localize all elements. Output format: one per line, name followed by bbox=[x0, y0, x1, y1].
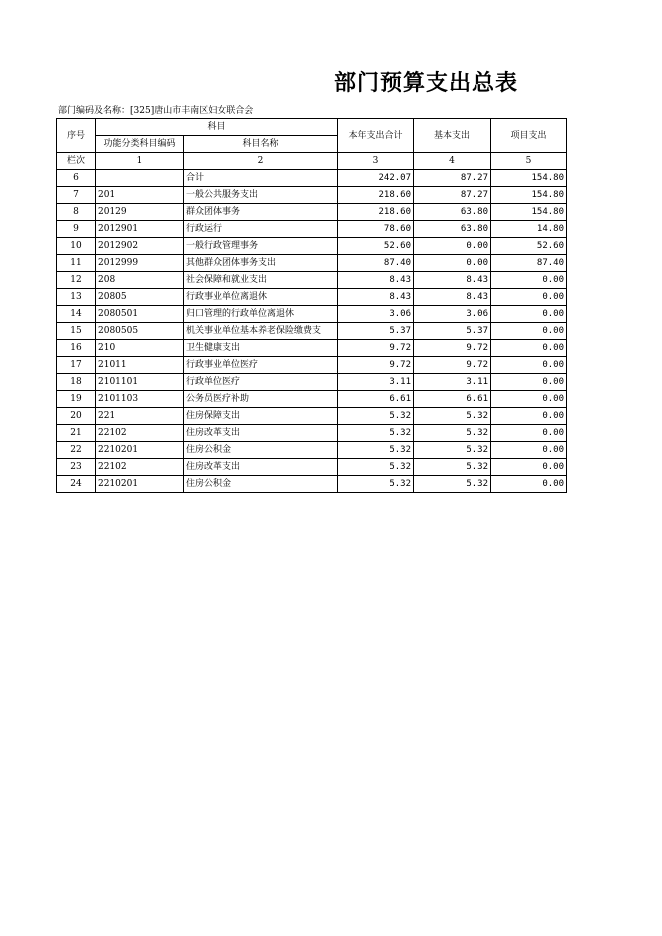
row-name: 社会保障和就业支出 bbox=[184, 272, 338, 289]
row-total: 6.61 bbox=[338, 391, 414, 408]
row-total: 5.32 bbox=[338, 408, 414, 425]
table-row bbox=[57, 306, 567, 323]
row-seq: 9 bbox=[57, 221, 96, 238]
row-total: 78.60 bbox=[338, 221, 414, 238]
row-code bbox=[96, 170, 184, 187]
table-row bbox=[57, 442, 567, 459]
row-seq: 6 bbox=[57, 170, 96, 187]
header-code: 功能分类科目编码 bbox=[96, 136, 184, 153]
row-name: 卫生健康支出 bbox=[184, 340, 338, 357]
row-basic: 5.32 bbox=[414, 476, 491, 493]
row-total: 87.40 bbox=[338, 255, 414, 272]
row-total: 8.43 bbox=[338, 272, 414, 289]
column-index-1: 1 bbox=[96, 153, 184, 170]
row-seq: 8 bbox=[57, 204, 96, 221]
row-basic: 87.27 bbox=[414, 187, 491, 204]
row-code: 20129 bbox=[96, 204, 184, 221]
row-code: 21011 bbox=[96, 357, 184, 374]
row-basic: 0.00 bbox=[414, 238, 491, 255]
row-project: 0.00 bbox=[491, 340, 567, 357]
row-name: 一般公共服务支出 bbox=[184, 187, 338, 204]
row-basic: 87.27 bbox=[414, 170, 491, 187]
row-basic: 5.32 bbox=[414, 442, 491, 459]
row-name: 住房保障支出 bbox=[184, 408, 338, 425]
row-seq: 23 bbox=[57, 459, 96, 476]
row-total: 9.72 bbox=[338, 340, 414, 357]
row-name: 行政运行 bbox=[184, 221, 338, 238]
table-row bbox=[57, 476, 567, 493]
row-project: 0.00 bbox=[491, 374, 567, 391]
header-project: 项目支出 bbox=[491, 119, 567, 153]
table-row bbox=[57, 187, 567, 204]
row-basic: 3.06 bbox=[414, 306, 491, 323]
row-seq: 19 bbox=[57, 391, 96, 408]
column-index-label: 栏次 bbox=[57, 153, 96, 170]
row-name: 一般行政管理事务 bbox=[184, 238, 338, 255]
row-name: 行政事业单位离退休 bbox=[184, 289, 338, 306]
row-code: 210 bbox=[96, 340, 184, 357]
row-name: 住房改革支出 bbox=[184, 425, 338, 442]
row-basic: 3.11 bbox=[414, 374, 491, 391]
table-row bbox=[57, 374, 567, 391]
row-project: 52.60 bbox=[491, 238, 567, 255]
row-name: 归口管理的行政单位离退休 bbox=[184, 306, 338, 323]
row-basic: 9.72 bbox=[414, 340, 491, 357]
row-code: 2012999 bbox=[96, 255, 184, 272]
row-total: 5.32 bbox=[338, 476, 414, 493]
row-basic: 5.32 bbox=[414, 459, 491, 476]
row-basic: 63.80 bbox=[414, 204, 491, 221]
row-total: 242.07 bbox=[338, 170, 414, 187]
table-row bbox=[57, 289, 567, 306]
row-basic: 0.00 bbox=[414, 255, 491, 272]
row-seq: 17 bbox=[57, 357, 96, 374]
table-row bbox=[57, 340, 567, 357]
row-code: 20805 bbox=[96, 289, 184, 306]
row-project: 0.00 bbox=[491, 323, 567, 340]
row-project: 0.00 bbox=[491, 306, 567, 323]
row-total: 8.43 bbox=[338, 289, 414, 306]
table-row bbox=[57, 391, 567, 408]
row-total: 5.32 bbox=[338, 459, 414, 476]
row-total: 5.37 bbox=[338, 323, 414, 340]
header-basic: 基本支出 bbox=[414, 119, 491, 153]
column-index-2: 2 bbox=[184, 153, 338, 170]
row-code: 2101103 bbox=[96, 391, 184, 408]
budget-table bbox=[56, 118, 567, 493]
column-index-4: 4 bbox=[414, 153, 491, 170]
row-project: 0.00 bbox=[491, 391, 567, 408]
column-index-5: 5 bbox=[491, 153, 567, 170]
row-name: 合计 bbox=[184, 170, 338, 187]
row-seq: 14 bbox=[57, 306, 96, 323]
table-row bbox=[57, 272, 567, 289]
row-basic: 6.61 bbox=[414, 391, 491, 408]
row-seq: 10 bbox=[57, 238, 96, 255]
row-name: 公务员医疗补助 bbox=[184, 391, 338, 408]
header-total: 本年支出合计 bbox=[338, 119, 414, 153]
row-seq: 24 bbox=[57, 476, 96, 493]
row-code: 221 bbox=[96, 408, 184, 425]
row-total: 3.11 bbox=[338, 374, 414, 391]
row-basic: 5.37 bbox=[414, 323, 491, 340]
department-label: 部门编码及名称：[325]唐山市丰南区妇女联合会 bbox=[58, 106, 254, 116]
row-name: 住房改革支出 bbox=[184, 459, 338, 476]
row-code: 2080501 bbox=[96, 306, 184, 323]
row-total: 52.60 bbox=[338, 238, 414, 255]
row-seq: 15 bbox=[57, 323, 96, 340]
row-seq: 20 bbox=[57, 408, 96, 425]
row-name: 住房公积金 bbox=[184, 476, 338, 493]
row-seq: 7 bbox=[57, 187, 96, 204]
row-project: 0.00 bbox=[491, 272, 567, 289]
table-row bbox=[57, 425, 567, 442]
table-row bbox=[57, 170, 567, 187]
row-project: 0.00 bbox=[491, 408, 567, 425]
row-name: 行政单位医疗 bbox=[184, 374, 338, 391]
row-name: 其他群众团体事务支出 bbox=[184, 255, 338, 272]
row-project: 0.00 bbox=[491, 357, 567, 374]
table-row bbox=[57, 204, 567, 221]
row-basic: 8.43 bbox=[414, 272, 491, 289]
row-project: 0.00 bbox=[491, 476, 567, 493]
row-project: 87.40 bbox=[491, 255, 567, 272]
row-seq: 11 bbox=[57, 255, 96, 272]
row-code: 2210201 bbox=[96, 442, 184, 459]
row-basic: 8.43 bbox=[414, 289, 491, 306]
row-project: 0.00 bbox=[491, 425, 567, 442]
row-project: 14.80 bbox=[491, 221, 567, 238]
page-title: 部门预算支出总表 bbox=[333, 71, 518, 96]
row-project: 154.80 bbox=[491, 187, 567, 204]
header-seq: 序号 bbox=[57, 119, 96, 153]
header-name: 科目名称 bbox=[184, 136, 338, 153]
row-basic: 5.32 bbox=[414, 425, 491, 442]
table-row bbox=[57, 459, 567, 476]
table-row bbox=[57, 238, 567, 255]
row-basic: 63.80 bbox=[414, 221, 491, 238]
row-code: 2012902 bbox=[96, 238, 184, 255]
row-project: 154.80 bbox=[491, 204, 567, 221]
row-name: 群众团体事务 bbox=[184, 204, 338, 221]
row-code: 22102 bbox=[96, 425, 184, 442]
row-code: 2101101 bbox=[96, 374, 184, 391]
row-basic: 9.72 bbox=[414, 357, 491, 374]
table-row bbox=[57, 323, 567, 340]
row-code: 208 bbox=[96, 272, 184, 289]
row-project: 154.80 bbox=[491, 170, 567, 187]
column-index-3: 3 bbox=[338, 153, 414, 170]
row-seq: 21 bbox=[57, 425, 96, 442]
row-total: 218.60 bbox=[338, 187, 414, 204]
row-total: 5.32 bbox=[338, 442, 414, 459]
row-project: 0.00 bbox=[491, 459, 567, 476]
row-code: 2080505 bbox=[96, 323, 184, 340]
row-seq: 18 bbox=[57, 374, 96, 391]
row-name: 行政事业单位医疗 bbox=[184, 357, 338, 374]
row-seq: 22 bbox=[57, 442, 96, 459]
row-total: 9.72 bbox=[338, 357, 414, 374]
row-name: 机关事业单位基本养老保险缴费支 bbox=[184, 323, 338, 340]
row-seq: 12 bbox=[57, 272, 96, 289]
row-total: 5.32 bbox=[338, 425, 414, 442]
row-project: 0.00 bbox=[491, 289, 567, 306]
row-code: 201 bbox=[96, 187, 184, 204]
row-seq: 16 bbox=[57, 340, 96, 357]
table-row bbox=[57, 357, 567, 374]
row-total: 3.06 bbox=[338, 306, 414, 323]
row-seq: 13 bbox=[57, 289, 96, 306]
row-project: 0.00 bbox=[491, 442, 567, 459]
table-row bbox=[57, 255, 567, 272]
table-row bbox=[57, 221, 567, 238]
row-total: 218.60 bbox=[338, 204, 414, 221]
row-name: 住房公积金 bbox=[184, 442, 338, 459]
row-code: 2012901 bbox=[96, 221, 184, 238]
row-basic: 5.32 bbox=[414, 408, 491, 425]
table-row bbox=[57, 408, 567, 425]
header-subject: 科目 bbox=[96, 119, 338, 136]
row-code: 2210201 bbox=[96, 476, 184, 493]
row-code: 22102 bbox=[96, 459, 184, 476]
